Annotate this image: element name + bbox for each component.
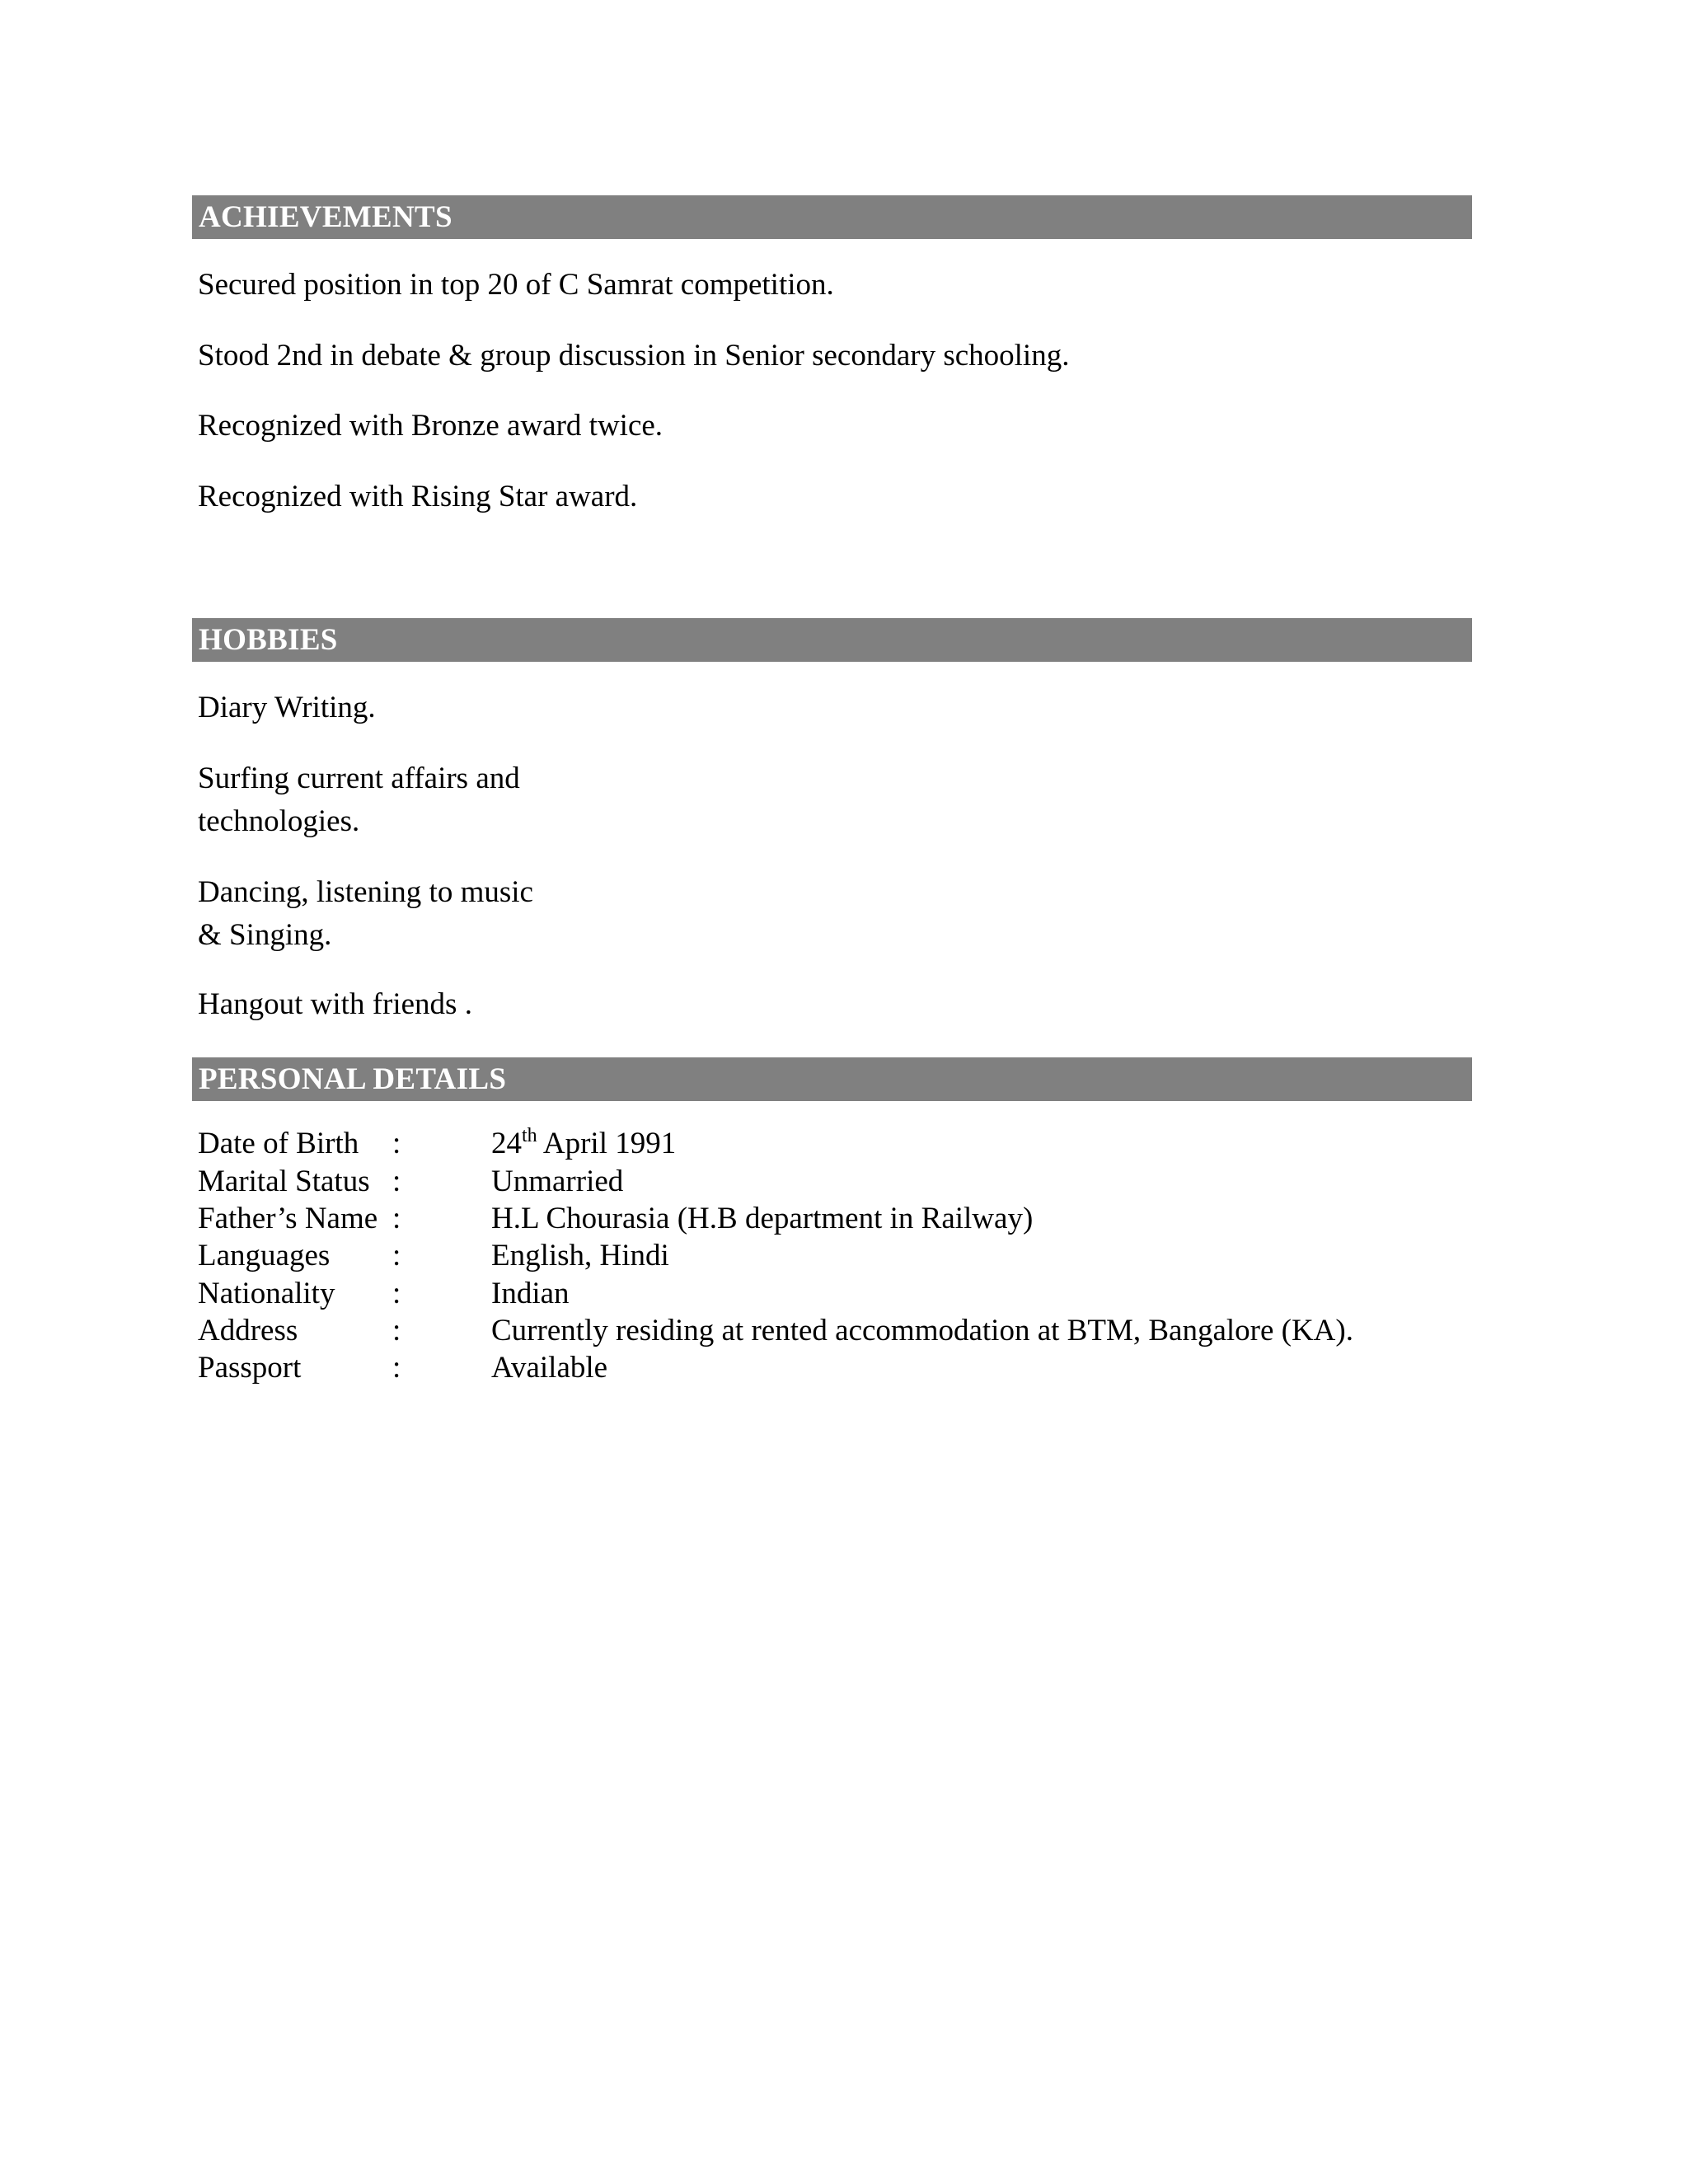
detail-separator: : xyxy=(392,1314,401,1347)
detail-value: Currently residing at rented accommodation at BTM, Bangalore (KA). xyxy=(491,1314,1353,1347)
hobby-item xyxy=(198,871,533,957)
achievement-item: Recognized with Rising Star award. xyxy=(198,480,638,513)
detail-separator: : xyxy=(392,1165,401,1198)
dob-day: 24 xyxy=(491,1127,522,1160)
personal-details-heading: PERSONAL DETAILS xyxy=(192,1057,1472,1101)
detail-value: H.L Chourasia (H.B department in Railway) xyxy=(491,1202,1034,1235)
detail-label: Father’s Name xyxy=(198,1202,378,1235)
detail-separator: : xyxy=(392,1127,401,1160)
achievement-item: Stood 2nd in debate & group discussion in Senior secondary schooling. xyxy=(198,339,1070,373)
hobby-line: Hangout with friends . xyxy=(198,987,472,1021)
hobby-line: Diary Writing. xyxy=(198,691,376,724)
hobby-item xyxy=(198,983,472,1026)
detail-label: Date of Birth xyxy=(198,1127,359,1160)
detail-label: Passport xyxy=(198,1351,302,1385)
detail-label: Languages xyxy=(198,1239,331,1272)
achievement-item: Recognized with Bronze award twice. xyxy=(198,409,663,443)
hobbies-heading: HOBBIES xyxy=(192,618,1472,662)
detail-separator: : xyxy=(392,1239,401,1272)
detail-value: English, Hindi xyxy=(491,1239,669,1272)
hobby-line: technologies. xyxy=(198,804,360,838)
dob-rest: April 1991 xyxy=(537,1127,677,1160)
detail-label: Marital Status xyxy=(198,1165,370,1198)
detail-separator: : xyxy=(392,1277,401,1310)
dob-ordinal-suffix: th xyxy=(522,1125,537,1146)
hobby-line: & Singing. xyxy=(198,918,332,952)
detail-label: Address xyxy=(198,1314,298,1347)
detail-value xyxy=(491,1125,676,1163)
hobby-item xyxy=(198,757,520,843)
hobby-item xyxy=(198,687,376,729)
detail-separator: : xyxy=(392,1202,401,1235)
detail-separator: : xyxy=(392,1351,401,1385)
achievement-item: Secured position in top 20 of C Samrat competition. xyxy=(198,268,834,302)
hobby-line: Surfing current affairs and xyxy=(198,762,520,795)
detail-value: Available xyxy=(491,1351,608,1385)
detail-label: Nationality xyxy=(198,1277,335,1310)
detail-value: Unmarried xyxy=(491,1165,624,1198)
hobby-line: Dancing, listening to music xyxy=(198,875,533,909)
achievements-heading: ACHIEVEMENTS xyxy=(192,195,1472,239)
detail-value: Indian xyxy=(491,1277,570,1310)
